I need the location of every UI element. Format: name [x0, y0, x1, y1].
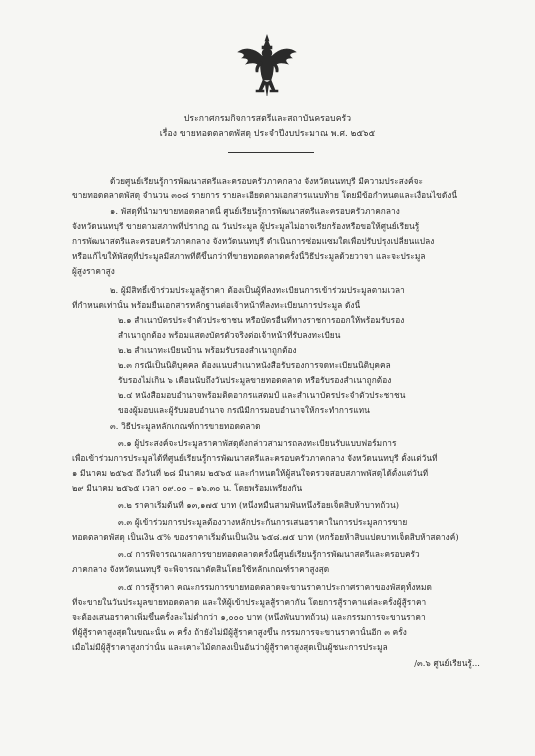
body-line: ๑. พัสดุที่นำมาขายทอดตลาดนี้ ศูนย์เรียนรู้การพัฒนาสตรีและครอบครัวภาคกลาง: [110, 206, 400, 216]
garuda-emblem-icon: [236, 34, 298, 102]
body-line: ๓.๒ ราคาเริ่มต้นที่ ๑๓,๑๗๕ บาท (หนึ่งหมื่นสามพันหนึ่งร้อยเจ็ดสิบห้าบาทถ้วน): [118, 500, 399, 510]
body-line: ของผู้มอบและผู้รับมอบอำนาจ กรณีมีการมอบอำนาจให้กระทำการแทน: [118, 405, 370, 415]
body-line: ๓.๓ ผู้เข้าร่วมการประมูลต้องวางหลักประกันการเสนอราคาในการประมูลการขาย: [118, 517, 408, 527]
title-divider: [228, 152, 314, 153]
body-line: ด้วยศูนย์เรียนรู้การพัฒนาสตรีและครอบครัวภาคกลาง จังหวัดนนทบุรี มีความประสงค์จะ: [110, 176, 423, 186]
body-line: ๓. วิธีประมูลหลักเกณฑ์การขายทอดตลาด: [110, 421, 261, 431]
body-line: ๓.๑ ผู้ประสงค์จะประมูลราคาพัสดุดังกล่าวสามารถลงทะเบียนรับแบบฟอร์มการ: [118, 438, 397, 448]
body-line: ๒.๒ สำเนาทะเบียนบ้าน พร้อมรับรองสำเนาถูกต้อง: [118, 345, 297, 355]
body-line: ๑ มีนาคม ๒๕๖๕ ถึงวันที่ ๒๘ มีนาคม ๒๕๖๕ และกำหนดให้ผู้สนใจตรวจสอบสภาพพัสดุได้ตั้งแต่วันที่: [72, 468, 429, 478]
body-line: เมื่อไม่มีผู้สู้ราคาสูงกว่านั้น และเคาะไม้ตกลงเป็นอันว่าผู้สู้ราคาสูงสุดเป็นผู้ชนะการประมูล: [72, 642, 388, 652]
body-line: ที่จะขายในวันประมูลขายทอดตลาด และให้ผู้เข้าประมูลสู้ราคากัน โดยการสู้ราคาแต่ละครั้งผู้สู้ราคา: [72, 597, 427, 607]
body-line: ๒๙ มีนาคม ๒๕๖๕ เวลา ๐๙.๐๐ – ๑๖.๓๐ น. โดยพร้อมเพรียงกัน: [72, 483, 303, 493]
body-line: ๒.๔ หนังสือมอบอำนาจพร้อมติดอากรแสตมป์ และสำเนาบัตรประจำตัวประชาชน: [118, 390, 406, 400]
body-line: จังหวัดนนทบุรี ขายตามสภาพที่ปรากฏ ณ วันประมูล ผู้ประมูลไม่อาจเรียกร้องหรือขอให้ศูนย์เรียนรู้: [72, 221, 420, 231]
body-line: ๓.๕ การสู้ราคา คณะกรรมการขายทอดตลาดจะขานราคาประกาศราคาของพัสดุทั้งหมด: [118, 582, 432, 592]
body-line: ที่กำหนดเท่านั้น พร้อมยื่นเอกสารหลักฐานต่อเจ้าหน้าที่ลงทะเบียนการประมูล ดังนี้: [72, 300, 361, 310]
body-line: จะต้องเสนอราคาเพิ่มขึ้นครั้งละไม่ต่ำกว่า ๑,๐๐๐ บาท (หนึ่งพันบาทถ้วน) และกรรมการจะขานราคา: [72, 612, 426, 622]
body-line: ภาคกลาง จังหวัดนนทบุรี จะพิจารณาตัดสินโดยใช้หลักเกณฑ์ราคาสูงสุด: [72, 564, 330, 574]
body-line: หรือแก้ไขให้พัสดุที่ประมูลมีสภาพที่ดีขึ้นกว่าที่ขายทอดตลาดครั้งนี้วิธีประมูลด้วยวาจา และจะประมูล: [72, 251, 426, 261]
body-line: ผู้สูงราคาสูง: [72, 266, 115, 276]
body-line: เพื่อเข้าร่วมการประมูลได้ที่ศูนย์เรียนรู้การพัฒนาสตรีและครอบครัวภาคกลาง จังหวัดนนทบุรี ตั้งแต่วันที่: [72, 453, 438, 463]
body-line: ๒.๓ กรณีเป็นนิติบุคคล ต้องแนบสำเนาหนังสือรับรองการจดทะเบียนนิติบุคคล: [118, 360, 391, 370]
body-line: ทอดตลาดพัสดุ เป็นเงิน ๕% ของราคาเริ่มต้นเป็นเงิน ๖๕๘.๗๕ บาท (หกร้อยห้าสิบแปดบาทเจ็ดสิบห้าสตางค์): [72, 532, 459, 542]
body-line: ขายทอดตลาดพัสดุ จำนวน ๓๐๘ รายการ รายละเอียดตามเอกสารแนบท้าย โดยมีข้อกำหนดและเงื่อนไขดังนี้: [72, 190, 458, 200]
document-subject: เรื่อง ขายทอดตลาดพัสดุ ประจำปีงบประมาณ พ.ศ. ๒๕๖๕: [159, 129, 376, 139]
body-line: รับรองไม่เกิน ๖ เดือนนับถึงวันประมูลขายทอดตลาด หรือรับรองสำเนาถูกต้อง: [118, 375, 392, 385]
body-line: สำเนาถูกต้อง พร้อมแสดงบัตรตัวจริงต่อเจ้าหน้าที่รับลงทะเบียน: [118, 330, 341, 340]
document-title: ประกาศกรมกิจการสตรีและสถาบันครอบครัว: [183, 114, 352, 124]
body-line: ๓.๔ การพิจารณาผลการขายทอดตลาดครั้งนี้ศูนย์เรียนรู้การพัฒนาสตรีและครอบครัว: [118, 549, 420, 559]
body-line: การพัฒนาสตรีและครอบครัวภาคกลาง จังหวัดนนทบุรี ดำเนินการซ่อมแซมใดเพื่อปรับปรุงเปลี่ยนแปลง: [72, 236, 435, 246]
body-line: ๒. ผู้มีสิทธิ์เข้าร่วมประมูลสู้ราคา ต้องเป็นผู้ที่ลงทะเบียนการเข้าร่วมประมูลตามเวลา: [110, 285, 405, 295]
continuation-note: /๓.๖ ศูนย์เรียนรู้...: [414, 658, 480, 668]
body-line: ๒.๑ สำเนาบัตรประจำตัวประชาชน หรือบัตรอื่นที่ทางราชการออกให้พร้อมรับรอง: [118, 315, 405, 325]
body-line: ที่ผู้สู้ราคาสูงสุดในขณะนั้น ๓ ครั้ง ถ้ายังไม่มีผู้สู้ราคาสูงขึ้น กรรมการจะขานราคานั้นอีก ๓ ครั้ง: [72, 627, 407, 637]
